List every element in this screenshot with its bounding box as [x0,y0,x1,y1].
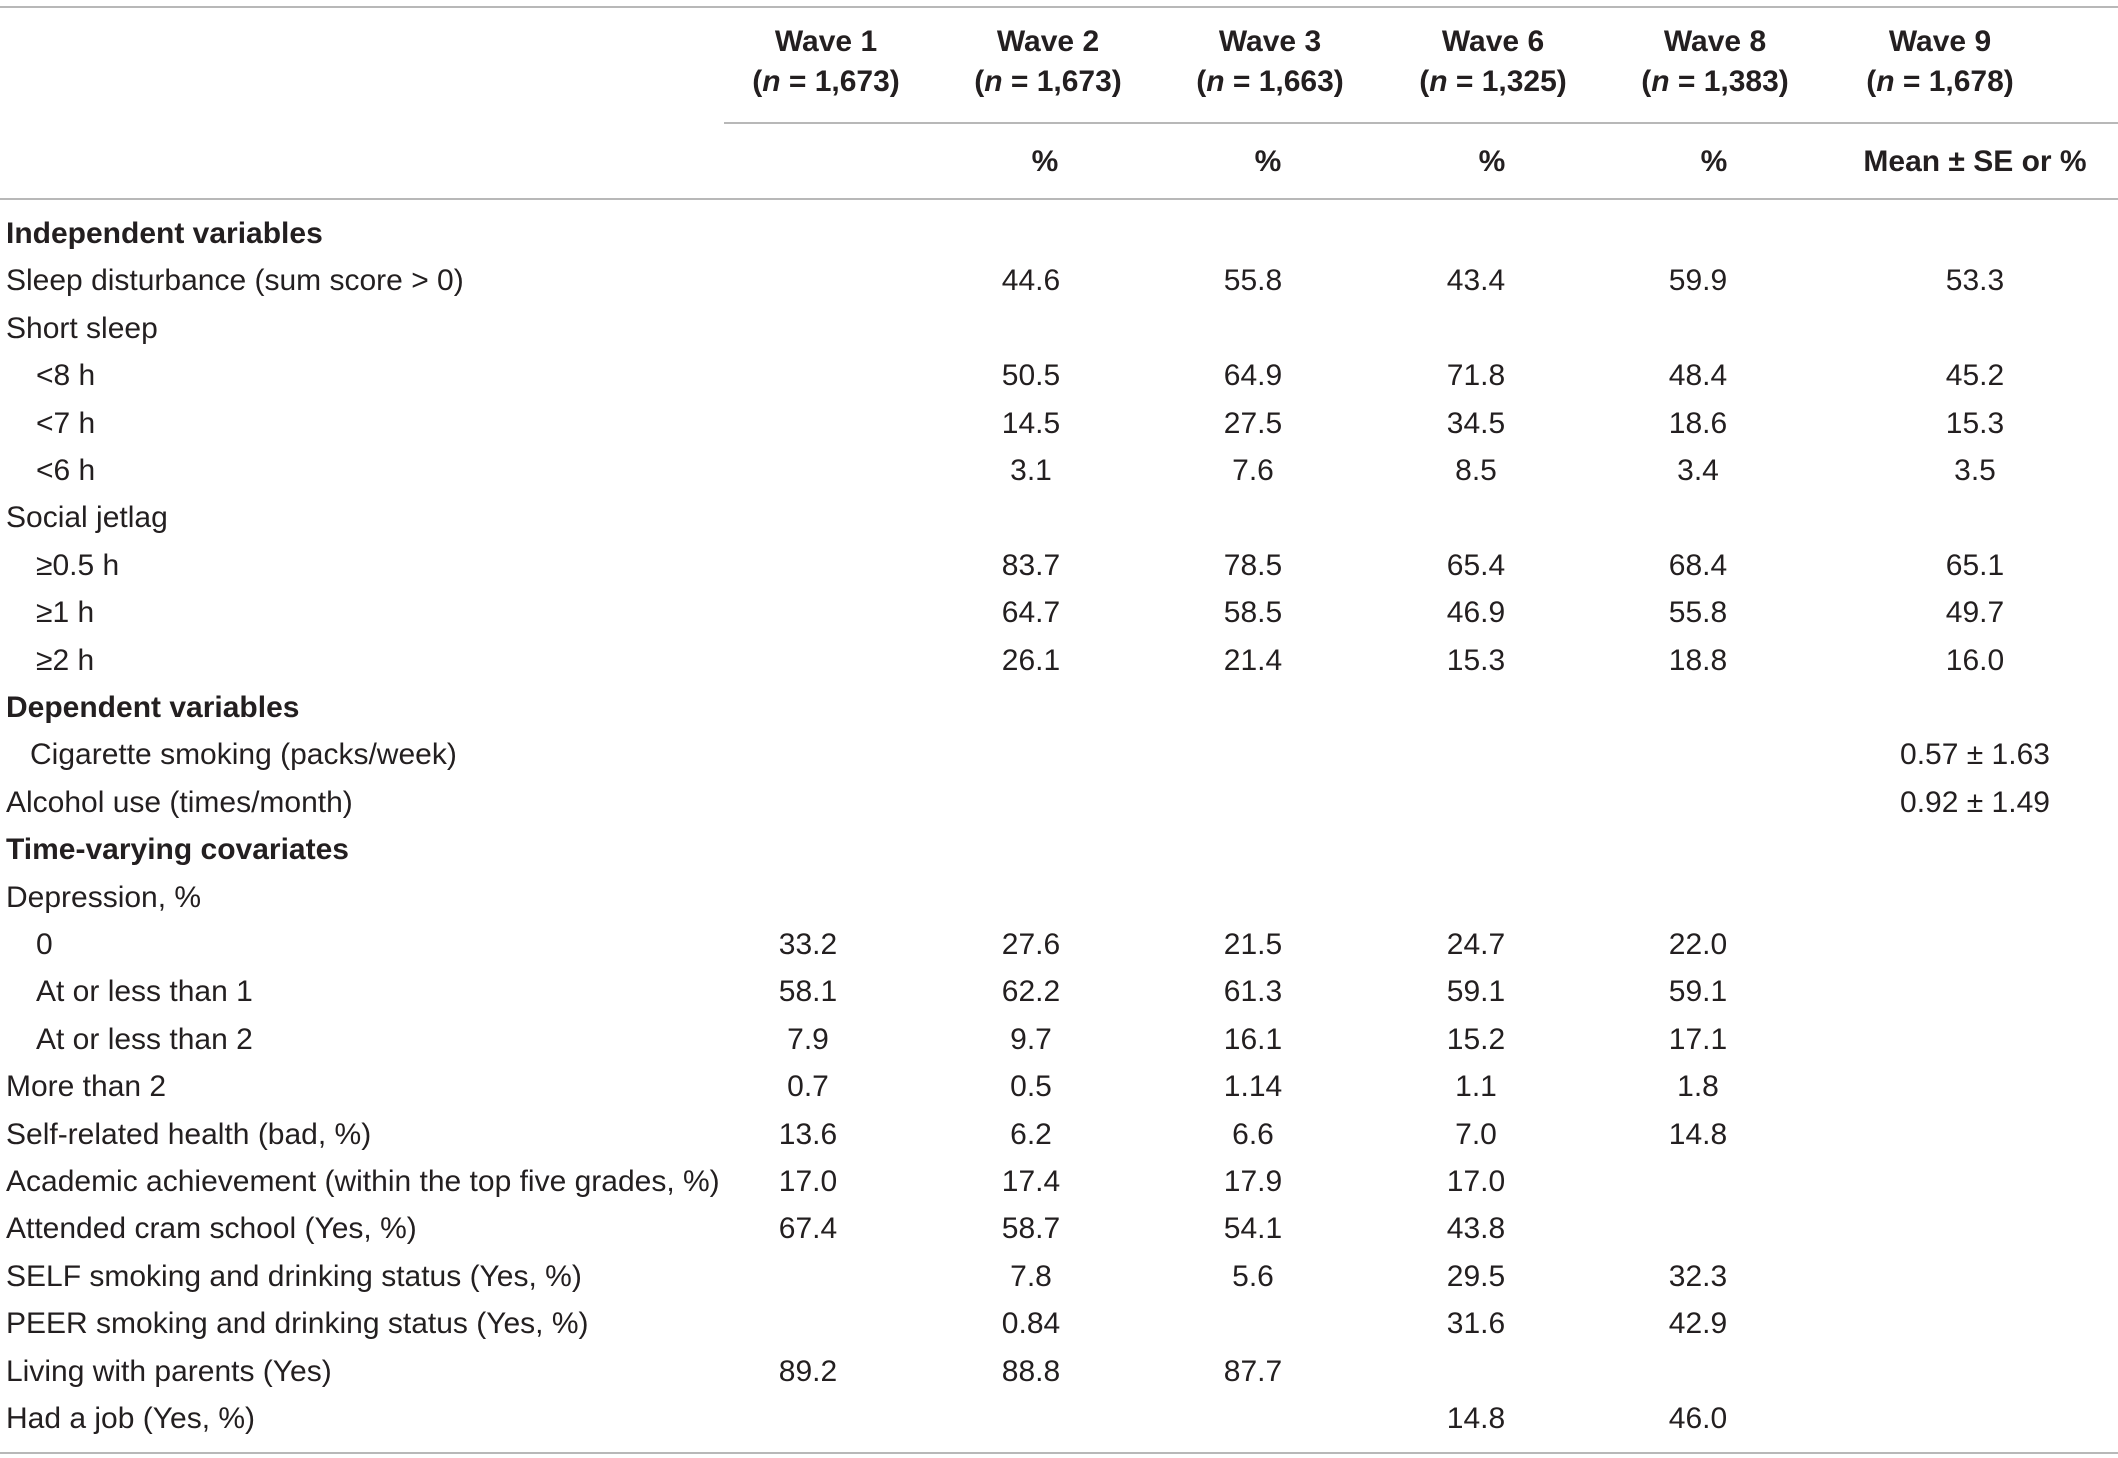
table-cell: 43.8 [1446,1212,1506,1245]
table-cell: 0.7 [787,1070,829,1103]
sample-size-symbol: n [1651,65,1670,98]
row-label: 0 [36,928,53,961]
table-cell: 50.5 [1001,359,1061,392]
table-cell: 0.5 [1010,1070,1052,1103]
sample-size-value: = 1,325 [1447,65,1557,98]
table-cell: 3.1 [1010,454,1052,487]
sample-size-value: = 1,663 [1224,65,1334,98]
sample-size-value: = 1,673 [1002,65,1112,98]
table-cell: 1.8 [1677,1070,1719,1103]
table-cell: 58.7 [1001,1212,1061,1245]
table-row [0,684,2118,731]
table-row [0,874,2118,921]
table-cell: 54.1 [1223,1212,1283,1245]
column-unit-6: Mean ± SE or % [1863,145,2087,178]
column-title: Wave 9 [1888,25,1992,58]
row-label: <6 h [36,454,96,487]
table-cell: 16.1 [1223,1023,1283,1056]
table-cell: 0.84 [1001,1307,1061,1340]
table-cell: 71.8 [1446,359,1506,392]
table-cell: 49.7 [1945,596,2005,629]
table-cell: 6.2 [1010,1118,1052,1151]
table-cell: 88.8 [1001,1355,1061,1388]
table-cell: 1.14 [1223,1070,1283,1103]
column-unit-2: % [1031,145,1059,178]
table-cell: 87.7 [1223,1355,1283,1388]
row-label: Alcohol use (times/month) [6,786,353,819]
table-cell: 17.1 [1668,1023,1728,1056]
column-title: Wave 2 [996,25,1100,58]
table-row [0,400,2118,447]
header-rule [724,122,2118,124]
table-cell: 67.4 [778,1212,838,1245]
table-row [0,494,2118,541]
table-row [0,1016,2118,1063]
table-cell: 58.5 [1223,596,1283,629]
table-cell: 65.1 [1945,549,2005,582]
row-label: <8 h [36,359,96,392]
units-rule [0,198,2118,200]
table-row [0,1253,2118,1300]
table-cell: 48.4 [1668,359,1728,392]
table-row [0,305,2118,352]
column-unit-3: % [1254,145,1282,178]
sample-size-value: = 1,678 [1894,65,2004,98]
table-cell: 59.9 [1668,264,1728,297]
table-cell: 31.6 [1446,1307,1506,1340]
column-sample-size: (n = 1,673) [974,65,1122,98]
table-cell: 3.5 [1954,454,1996,487]
row-label: Social jetlag [6,501,168,534]
table-cell: 83.7 [1001,549,1061,582]
row-label: Depression, % [6,881,202,914]
table-cell: 14.8 [1668,1118,1728,1151]
column-title: Wave 8 [1663,25,1767,58]
table-cell: 7.9 [787,1023,829,1056]
table-cell: 46.0 [1668,1402,1728,1435]
table-row [0,589,2118,636]
table-cell: 21.5 [1223,928,1283,961]
column-sample-size: (n = 1,678) [1866,65,2014,98]
row-label: ≥1 h [36,596,95,629]
row-label: Sleep disturbance (sum score > 0) [6,264,464,297]
table-cell: 17.0 [778,1165,838,1198]
table-row [0,1348,2118,1395]
table-cell: 15.3 [1446,644,1506,677]
table-cell: 34.5 [1446,407,1506,440]
row-label: ≥2 h [36,644,95,677]
table-cell: 78.5 [1223,549,1283,582]
table-cell: 53.3 [1945,264,2005,297]
table-cell: 59.1 [1446,975,1506,1008]
sample-size-value: = 1,673 [780,65,890,98]
table-cell: 62.2 [1001,975,1061,1008]
table-cell: 45.2 [1945,359,2005,392]
column-title: Wave 6 [1441,25,1545,58]
sample-size-value: = 1,383 [1669,65,1779,98]
row-label: PEER smoking and drinking status (Yes, %) [6,1307,589,1340]
table-cell: 14.8 [1446,1402,1506,1435]
row-label: Short sleep [6,312,158,345]
row-label: SELF smoking and drinking status (Yes, %) [6,1260,582,1293]
table-cell: 1.1 [1455,1070,1497,1103]
table-row [0,447,2118,494]
table-cell: 59.1 [1668,975,1728,1008]
table-cell: 15.2 [1446,1023,1506,1056]
column-sample-size: (n = 1,325) [1419,65,1567,98]
table-row [0,1205,2118,1252]
row-label: At or less than 2 [36,1023,253,1056]
sample-size-symbol: n [984,65,1003,98]
column-sample-size: (n = 1,383) [1641,65,1789,98]
column-unit-5: % [1700,145,1728,178]
table-cell: 18.8 [1668,644,1728,677]
table-cell: 26.1 [1001,644,1061,677]
table-cell: 64.7 [1001,596,1061,629]
column-title: Wave 3 [1218,25,1322,58]
table-row [0,542,2118,589]
section-heading: Independent variables [6,217,323,250]
column-title: Wave 1 [774,25,878,58]
table-cell: 5.6 [1232,1260,1274,1293]
table-cell: 0.57 ± 1.63 [1900,738,2050,771]
table-cell: 3.4 [1677,454,1719,487]
column-unit-4: % [1478,145,1506,178]
table-cell: 44.6 [1001,264,1061,297]
table-cell: 22.0 [1668,928,1728,961]
table-row [0,731,2118,778]
table-row [0,968,2118,1015]
table-cell: 13.6 [778,1118,838,1151]
table-row [0,637,2118,684]
table-cell: 21.4 [1223,644,1283,677]
sample-size-symbol: n [1876,65,1895,98]
row-label: Cigarette smoking (packs/week) [30,738,457,771]
sample-size-symbol: n [762,65,781,98]
table-row [0,352,2118,399]
row-label: Attended cram school (Yes, %) [6,1212,417,1245]
table-cell: 65.4 [1446,549,1506,582]
sample-size-symbol: n [1206,65,1225,98]
row-label: More than 2 [6,1070,167,1103]
table-cell: 58.1 [778,975,838,1008]
table-row [0,257,2118,304]
table-cell: 14.5 [1001,407,1061,440]
column-header-6 [1790,22,2090,102]
table-cell: 89.2 [778,1355,838,1388]
row-label: Had a job (Yes, %) [6,1402,256,1435]
table-cell: 68.4 [1668,549,1728,582]
sample-size-symbol: n [1429,65,1448,98]
table-cell: 33.2 [778,928,838,961]
table-row [0,210,2118,257]
table-cell: 27.6 [1001,928,1061,961]
table-cell: 17.4 [1001,1165,1061,1198]
table-cell: 0.92 ± 1.49 [1900,786,2050,819]
table-cell: 42.9 [1668,1307,1728,1340]
bottom-rule [0,1452,2118,1454]
table-cell: 55.8 [1668,596,1728,629]
column-sample-size: (n = 1,673) [752,65,900,98]
row-label: Academic achievement (within the top five grades, %) [6,1165,720,1198]
table-cell: 6.6 [1232,1118,1274,1151]
table-cell: 32.3 [1668,1260,1728,1293]
column-sample-size: (n = 1,663) [1196,65,1344,98]
table-cell: 7.6 [1232,454,1274,487]
table-cell: 29.5 [1446,1260,1506,1293]
row-label: At or less than 1 [36,975,253,1008]
row-label: Self-related health (bad, %) [6,1118,372,1151]
table-row [0,1300,2118,1347]
row-label: ≥0.5 h [36,549,120,582]
table-cell: 24.7 [1446,928,1506,961]
table-cell: 55.8 [1223,264,1283,297]
section-heading: Time-varying covariates [6,833,349,866]
table-row [0,1158,2118,1205]
table-row [0,1111,2118,1158]
table-row [0,1395,2118,1442]
table-row [0,921,2118,968]
top-rule [0,6,2118,8]
table-cell: 61.3 [1223,975,1283,1008]
table-cell: 7.8 [1010,1260,1052,1293]
table-cell: 64.9 [1223,359,1283,392]
table-cell: 46.9 [1446,596,1506,629]
row-label: Living with parents (Yes) [6,1355,332,1388]
table-cell: 15.3 [1945,407,2005,440]
table-cell: 43.4 [1446,264,1506,297]
section-heading: Dependent variables [6,691,300,724]
table-row [0,1063,2118,1110]
table-cell: 7.0 [1455,1118,1497,1151]
table-cell: 9.7 [1010,1023,1052,1056]
table-cell: 27.5 [1223,407,1283,440]
table-cell: 17.9 [1223,1165,1283,1198]
table-cell: 18.6 [1668,407,1728,440]
table-row [0,826,2118,873]
table-cell: 8.5 [1455,454,1497,487]
row-label: <7 h [36,407,96,440]
table-cell: 17.0 [1446,1165,1506,1198]
table-row [0,779,2118,826]
table-cell: 16.0 [1945,644,2005,677]
